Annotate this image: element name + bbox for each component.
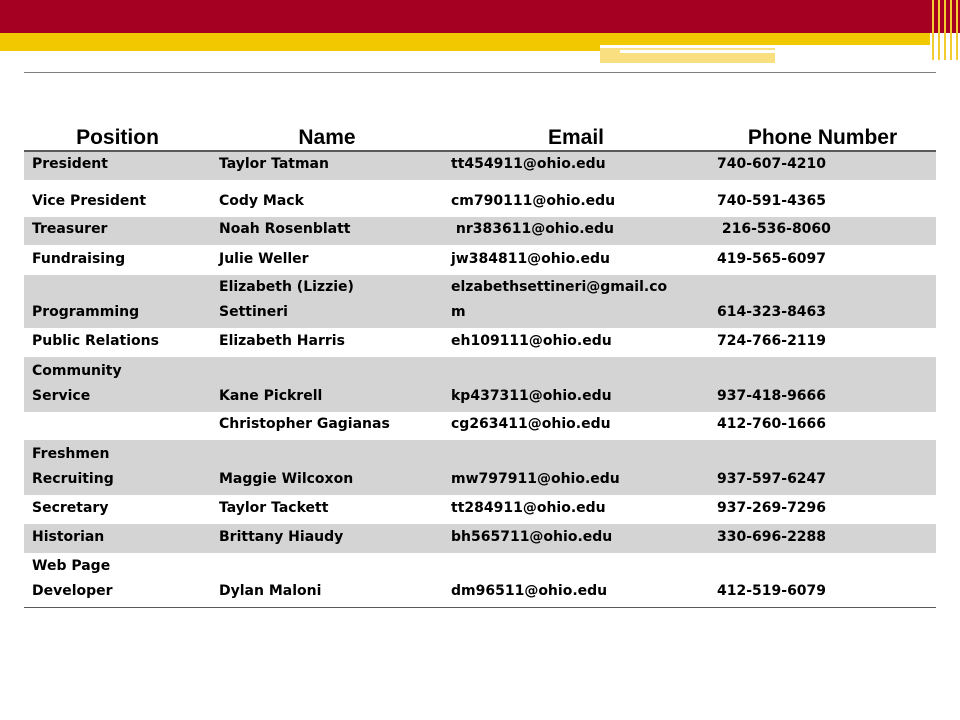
cell-phone: 412-760-1666 xyxy=(717,416,827,432)
cell-phone: 419-565-6097 xyxy=(717,251,827,267)
cell-name: Julie Weller xyxy=(219,251,309,267)
cell-phone: 724-766-2119 xyxy=(717,333,827,349)
cell-position-line: Web Page xyxy=(32,557,111,574)
cell-position: Secretary xyxy=(32,500,109,516)
cell-email: tt454911@ohio.edu xyxy=(443,151,709,180)
table-row xyxy=(24,412,936,440)
header-position: Position xyxy=(24,116,211,151)
cell-position xyxy=(24,357,211,412)
cell-phone: 330-696-2288 xyxy=(709,524,936,553)
cell-position: Vice President xyxy=(32,193,147,209)
cell-name: Christopher Gagianas xyxy=(219,416,390,432)
cell-name-line: Settineri xyxy=(219,304,288,320)
cell-position xyxy=(24,440,211,495)
cell-email: jw384811@ohio.edu xyxy=(451,251,610,267)
table-row xyxy=(24,357,936,412)
table-row xyxy=(24,440,936,495)
cell-name xyxy=(211,275,443,328)
table-row xyxy=(24,275,936,328)
table-row xyxy=(24,217,936,245)
cell-phone: 937-418-9666 xyxy=(709,357,936,412)
cell-phone: 937-597-6247 xyxy=(709,440,936,495)
cell-phone: 412-519-6079 xyxy=(709,553,936,607)
cell-position-line: Freshmen xyxy=(32,446,110,462)
cell-phone: 614-323-8463 xyxy=(709,275,936,328)
cell-position-line: Community xyxy=(32,363,122,379)
cell-name: Taylor Tatman xyxy=(211,151,443,180)
cell-position: President xyxy=(24,151,211,180)
cell-name: Noah Rosenblatt xyxy=(211,217,443,245)
cell-email-line: m xyxy=(451,304,466,320)
cell-position: Programming xyxy=(24,275,211,328)
header-phone-number: Phone Number xyxy=(709,116,936,151)
table-row xyxy=(24,524,936,553)
cell-email: eh109111@ohio.edu xyxy=(451,333,612,349)
cell-position-line: Recruiting xyxy=(32,471,114,487)
table-row xyxy=(24,180,936,217)
cell-position: Historian xyxy=(24,524,211,553)
cell-position-line: Service xyxy=(32,388,91,404)
cell-name: Dylan Maloni xyxy=(211,553,443,607)
cell-position-line: Developer xyxy=(32,582,113,599)
cell-email: dm96511@ohio.edu xyxy=(443,553,709,607)
header-vertical-stripes xyxy=(930,0,960,60)
header-band-yellow-lower xyxy=(0,45,600,51)
cell-name: Kane Pickrell xyxy=(211,357,443,412)
table-row xyxy=(24,245,936,275)
header-band-red xyxy=(0,0,960,33)
cell-position xyxy=(24,412,211,440)
cell-name: Brittany Hiaudy xyxy=(211,524,443,553)
cell-position: Public Relations xyxy=(32,333,159,349)
cell-email xyxy=(443,275,709,328)
cell-email: nr383611@ohio.edu xyxy=(443,217,709,245)
table-row xyxy=(24,495,936,524)
cell-phone: 740-607-4210 xyxy=(709,151,936,180)
cell-email: cm790111@ohio.edu xyxy=(451,193,616,209)
officer-roster-table xyxy=(24,116,936,608)
title-divider xyxy=(24,72,936,73)
header-band-highlight xyxy=(620,50,890,53)
cell-position: Fundraising xyxy=(32,251,126,267)
cell-email: mw797911@ohio.edu xyxy=(443,440,709,495)
table-row xyxy=(24,151,936,180)
cell-name: Maggie Wilcoxon xyxy=(211,440,443,495)
cell-email: tt284911@ohio.edu xyxy=(451,500,606,516)
table-row xyxy=(24,328,936,357)
cell-position: Treasurer xyxy=(24,217,211,245)
header-email: Email xyxy=(443,116,709,151)
cell-email: cg263411@ohio.edu xyxy=(451,416,611,432)
table-header-row xyxy=(24,116,936,151)
cell-name: Taylor Tackett xyxy=(219,500,329,516)
cell-name-line: Elizabeth (Lizzie) xyxy=(219,279,354,295)
cell-email: kp437311@ohio.edu xyxy=(443,357,709,412)
cell-name: Cody Mack xyxy=(219,193,304,209)
cell-email: bh565711@ohio.edu xyxy=(443,524,709,553)
cell-phone: 937-269-7296 xyxy=(717,500,827,516)
cell-position xyxy=(24,553,211,607)
cell-phone: 216-536-8060 xyxy=(709,217,936,245)
cell-phone: 740-591-4365 xyxy=(717,193,827,209)
cell-name: Elizabeth Harris xyxy=(219,333,345,349)
header-name: Name xyxy=(211,116,443,151)
table-row xyxy=(24,553,936,607)
header-band-yellow xyxy=(0,33,930,45)
cell-email-line: elzabethsettineri@gmail.co xyxy=(451,279,668,295)
